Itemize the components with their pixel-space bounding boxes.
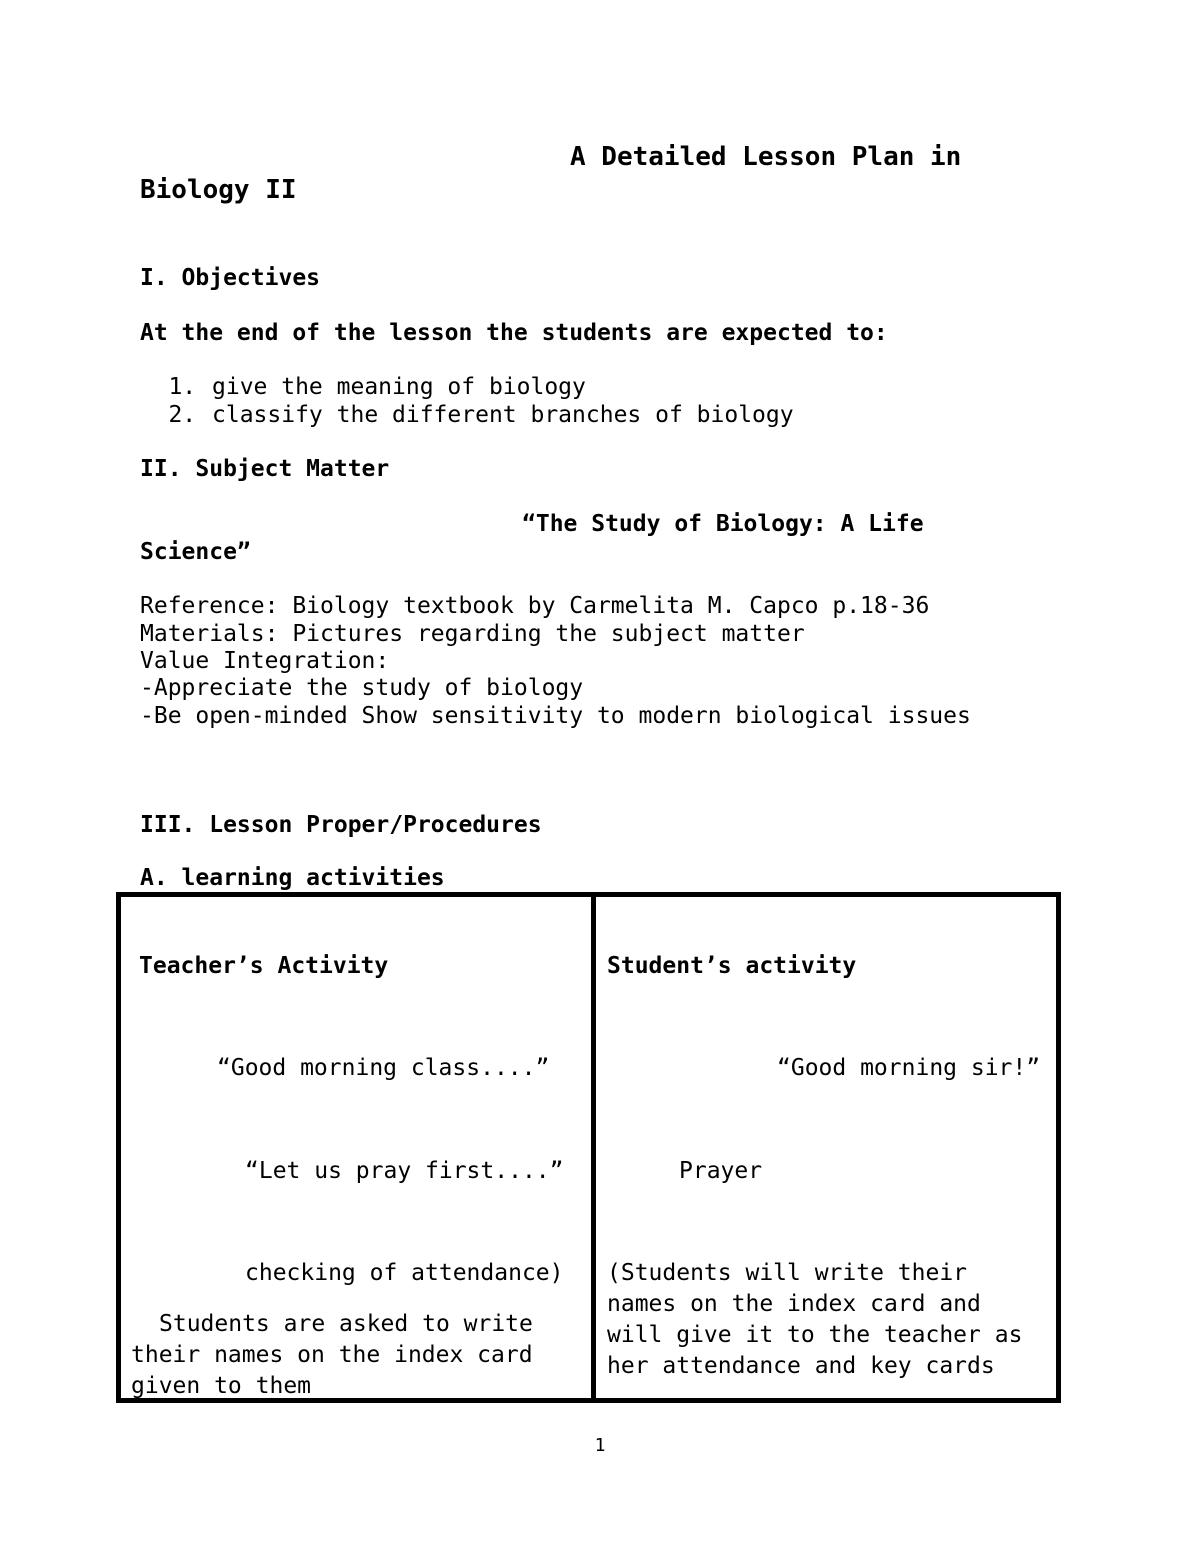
value-integration-label: Value Integration: bbox=[140, 648, 390, 674]
table-column-divider bbox=[591, 897, 596, 1398]
teacher-greeting: “Good morning class....” bbox=[217, 1055, 550, 1081]
topic-title-line2: Science” bbox=[140, 539, 251, 565]
page-number: 1 bbox=[594, 1435, 606, 1456]
teacher-instructions: Students are asked to write their names on the index card given to them bbox=[131, 1311, 533, 1399]
activities-table bbox=[116, 892, 1061, 1403]
teacher-activity-header: Teacher’s Activity bbox=[139, 953, 389, 979]
document-title-line1: A Detailed Lesson Plan in bbox=[570, 142, 962, 172]
materials-line: Materials: Pictures regarding the subject matter bbox=[140, 621, 805, 647]
topic-title-line1: “The Study of Biology: A Life bbox=[522, 511, 924, 537]
objectives-list bbox=[140, 373, 794, 429]
section-subject-matter-heading: II. Subject Matter bbox=[140, 456, 390, 482]
value-item: -Appreciate the study of biology bbox=[140, 675, 584, 701]
objective-item: 1. give the meaning of biology bbox=[210, 373, 794, 401]
learning-activities-heading: A. learning activities bbox=[140, 865, 445, 891]
student-attendance: (Students will write their names on the index card and will give it to the teacher as her attendance and key cards bbox=[607, 1260, 1023, 1379]
teacher-prayer: “Let us pray first....” bbox=[245, 1158, 564, 1184]
student-activity-header: Student’s activity bbox=[607, 953, 857, 979]
value-item: -Be open-minded Show sensitivity to modern biological issues bbox=[140, 703, 971, 729]
objective-item: 2. classify the different branches of biology bbox=[210, 401, 794, 429]
objectives-intro: At the end of the lesson the students are expected to: bbox=[140, 320, 888, 346]
teacher-attendance: checking of attendance) bbox=[245, 1260, 564, 1286]
student-prayer: Prayer bbox=[679, 1158, 763, 1184]
section-objectives-heading: I. Objectives bbox=[140, 265, 321, 291]
reference-line: Reference: Biology textbook by Carmelita M. Capco p.18-36 bbox=[140, 593, 930, 619]
document-title-line2: Biology II bbox=[140, 175, 297, 205]
section-lesson-proper-heading: III. Lesson Proper/Procedures bbox=[140, 812, 542, 838]
student-greeting: “Good morning sir!” bbox=[777, 1055, 1041, 1081]
